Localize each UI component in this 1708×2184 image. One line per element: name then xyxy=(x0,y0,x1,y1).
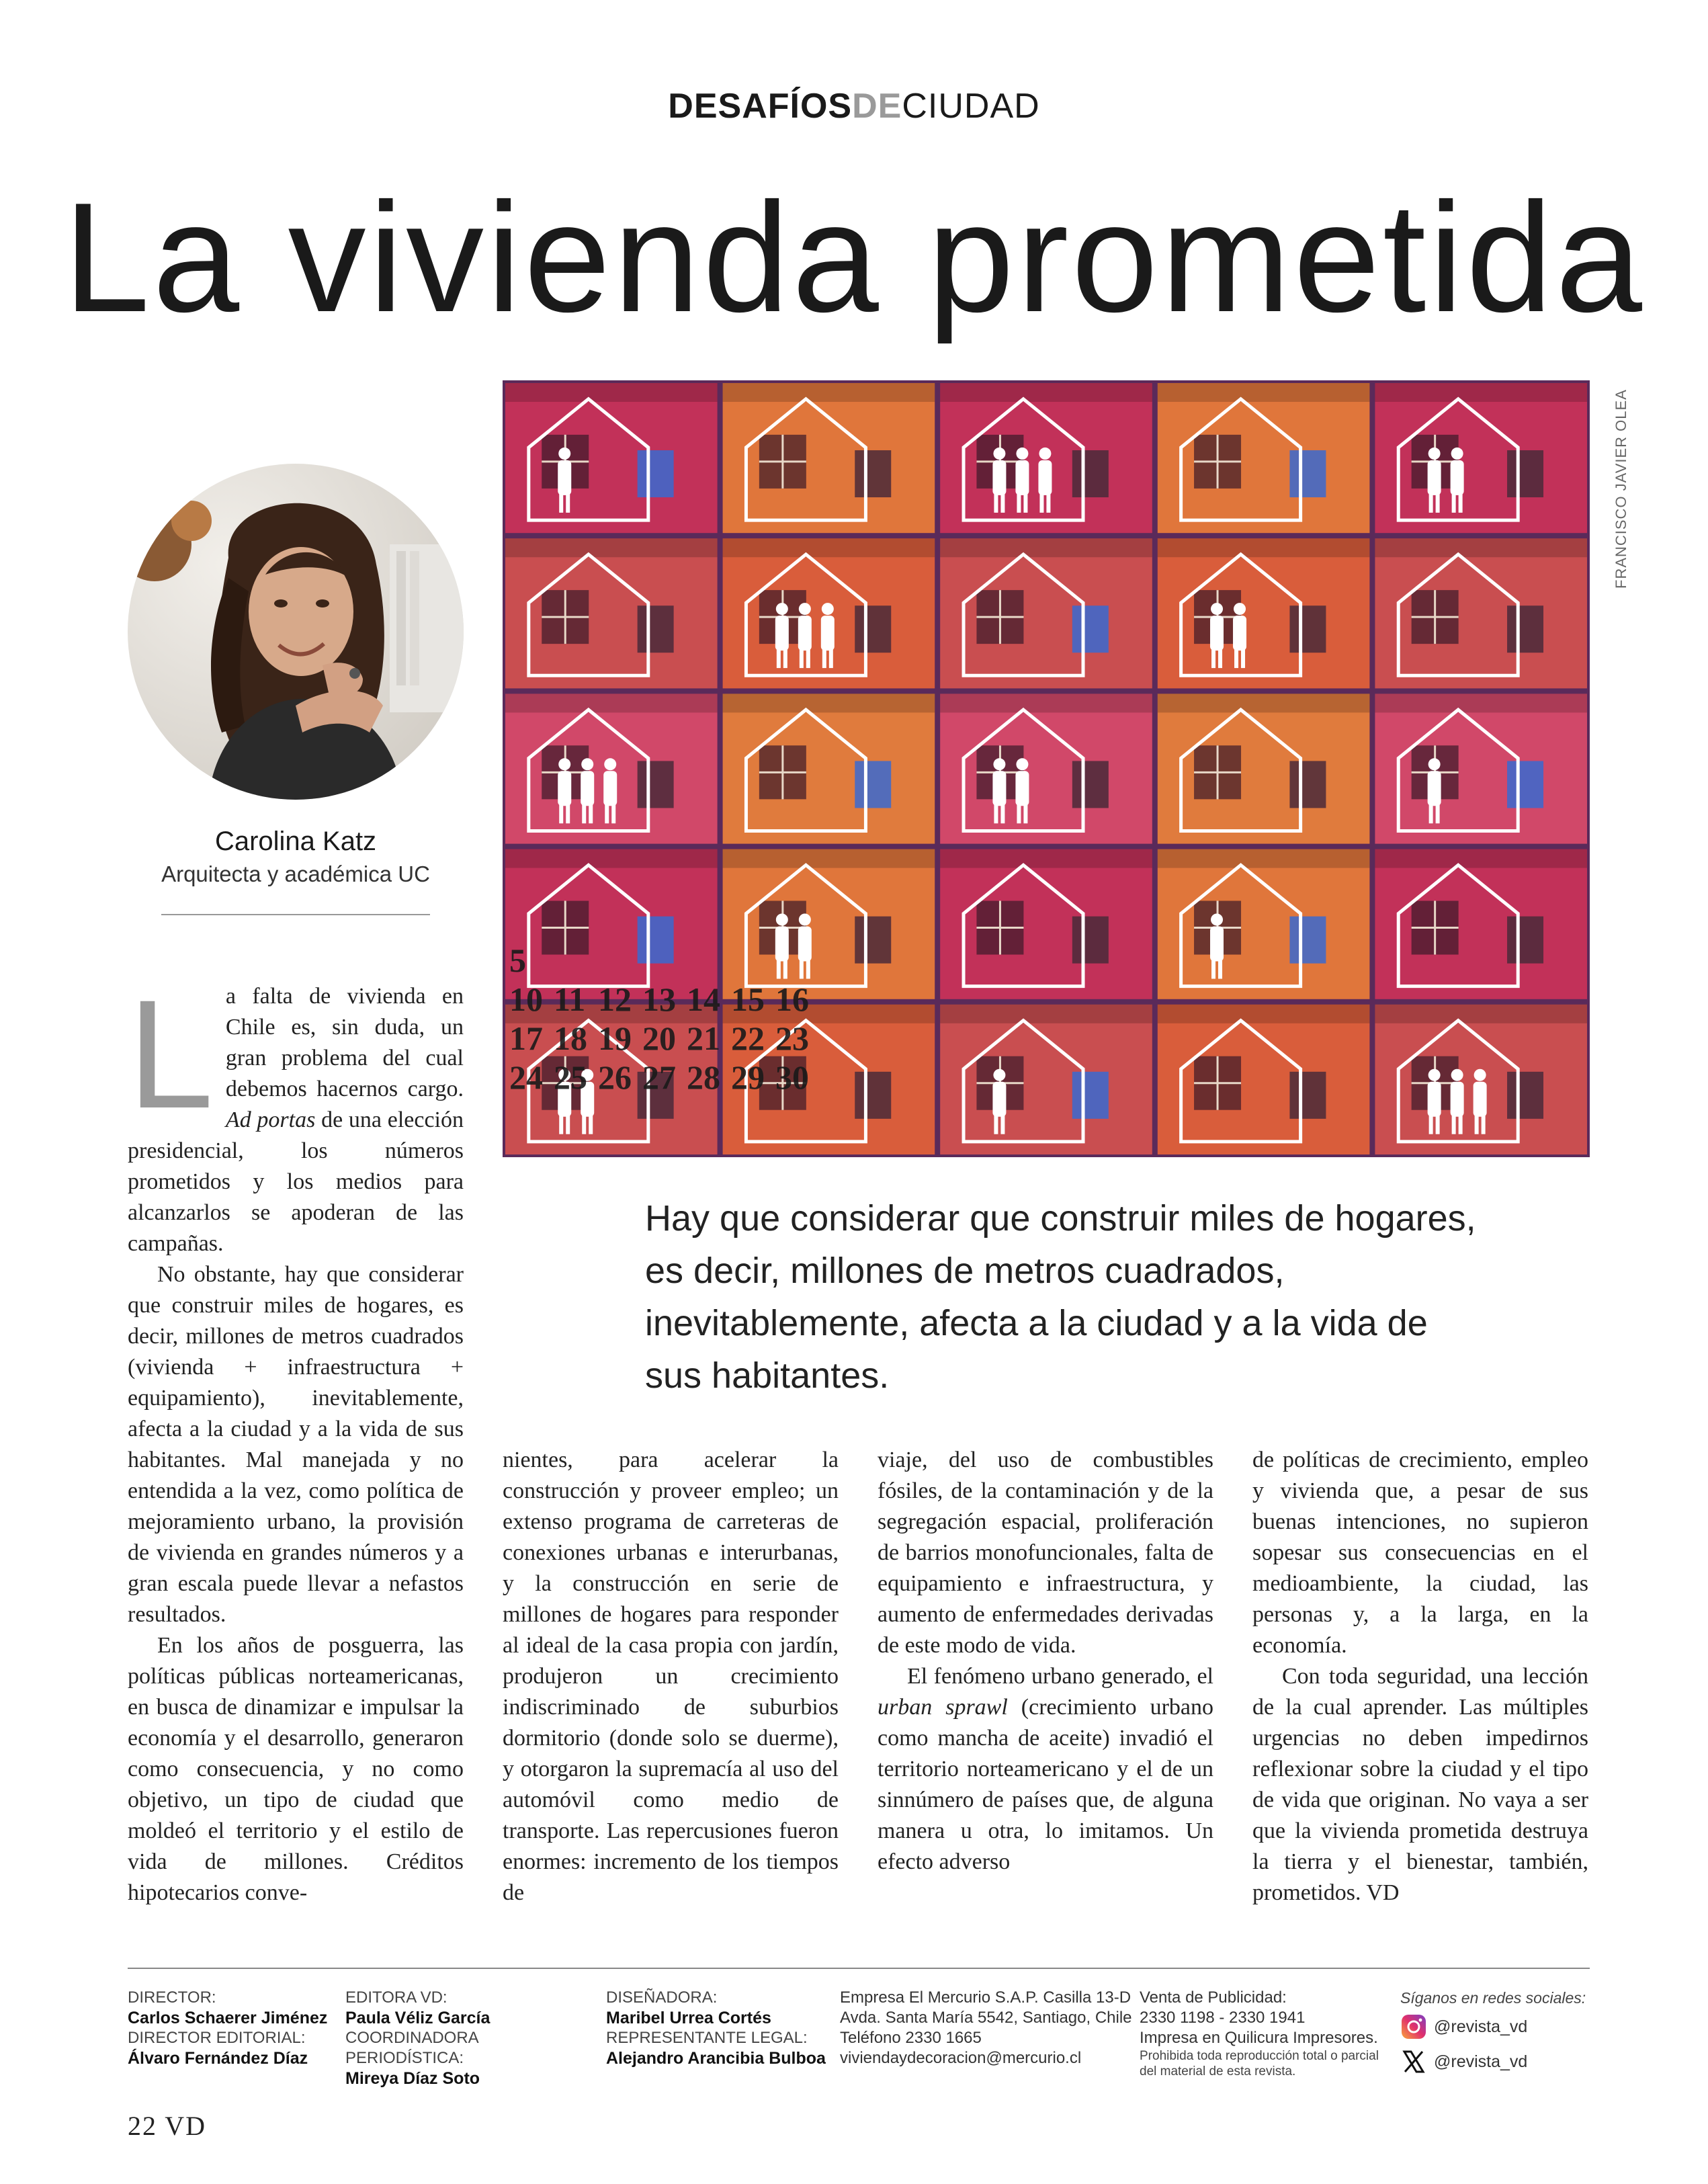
calendar-number: 10 xyxy=(509,980,543,1018)
venta-phones: 2330 1198 - 2330 1941 xyxy=(1140,2009,1306,2027)
paragraph-8 xyxy=(1252,1661,1588,1908)
paragraph-1-emphasis: Ad portas xyxy=(225,1107,316,1132)
magazine-mark: VD xyxy=(165,2111,207,2141)
calendar-number: 15 xyxy=(731,980,765,1018)
article-column-4 xyxy=(1252,1445,1588,1908)
drop-cap: L xyxy=(128,968,214,1140)
paragraph-6 xyxy=(878,1661,1213,1878)
article-column-1 xyxy=(128,968,464,1908)
impresa-text: Impresa en Quilicura Impresores. xyxy=(1140,2029,1378,2047)
page-number xyxy=(128,2110,206,2142)
paragraph-8-text: Con toda seguridad, una lección de la cual aprender. Las múltiples urgencias no deben impedirnos reflexionar sobre la ciudad y el tipo de vida que originan. No vaya a ser que la vivienda prometida destruya la tierra y el bienestar, también, prometidos. xyxy=(1252,1664,1588,1905)
calendar-number: 28 xyxy=(687,1058,720,1096)
hero-illustration xyxy=(503,380,1590,1157)
paragraph-6-text-b: (crecimiento urbano como mancha de aceite) invadió el territorio norteamericano y el de un sinnúmero de países que, de alguna manera u otra, lo imitamos. Un efecto adverso xyxy=(878,1695,1213,1874)
x-handle: @revista_vd xyxy=(1434,2052,1528,2071)
instagram-link[interactable] xyxy=(1400,2011,1602,2043)
x-icon xyxy=(1400,2048,1427,2075)
editora-label: EDITORA VD: xyxy=(345,1988,447,2007)
calendar-number: 23 xyxy=(775,1019,809,1057)
venta-label: Venta de Publicidad: xyxy=(1140,1988,1287,2007)
coordinadora-name: Mireya Díaz Soto xyxy=(345,2069,480,2088)
author-name: Carolina Katz xyxy=(214,827,377,856)
calendar-number: 18 xyxy=(554,1019,587,1057)
masthead-editors xyxy=(345,1988,601,2089)
publisher-phone: Teléfono 2330 1665 xyxy=(840,2029,982,2047)
publisher-line-2: Avda. Santa María 5542, Santiago, Chile xyxy=(840,2009,1132,2027)
page-number-value: 22 xyxy=(128,2111,157,2141)
follow-label: Síganos en redes sociales: xyxy=(1400,1989,1586,2007)
advertising-info xyxy=(1140,1988,1395,2079)
representante-name: Alejandro Arancibia Bulboa xyxy=(606,2049,826,2068)
director-editorial-name: Álvaro Fernández Díaz xyxy=(128,2049,308,2068)
social-block xyxy=(1400,1988,1602,2078)
end-mark: VD xyxy=(1366,1880,1400,1905)
publisher-info xyxy=(840,1988,1136,2068)
calendar-number: 11 xyxy=(554,980,586,1018)
calendar-number: 25 xyxy=(554,1058,587,1096)
calendar-number: 16 xyxy=(775,980,809,1018)
masthead-design xyxy=(606,1988,835,2068)
section-part1: DESAFÍOS xyxy=(668,87,853,126)
paragraph-2: No obstante, hay que considerar que construir miles de hogares, es decir, millones de metros cuadrados (vivienda + infraestructura + equipamiento), inevitablemente, afecta a la ciudad y a la vida de sus habitantes. Mal manejada y no entendida a la vez, como política de mejoramiento urbano, la provisión de vivienda en grandes números y a gran escala puede llevar a nefastos resultados. xyxy=(128,1262,464,1627)
coordinadora-label: COORDINADORA PERIODÍSTICA: xyxy=(345,2029,478,2067)
calendar-number: 30 xyxy=(775,1058,809,1096)
calendar-number: 20 xyxy=(642,1019,676,1057)
calendar-number: 21 xyxy=(687,1019,720,1057)
paragraph-6-emphasis: urban sprawl xyxy=(878,1695,1008,1720)
masthead-directors xyxy=(128,1988,343,2068)
disenadora-label: DISEÑADORA: xyxy=(606,1988,718,2007)
section-part2: DE xyxy=(852,87,902,126)
paragraph-1-text-a: a falta de vivienda en Chile es, sin duda, un gran problema del cual debemos hacernos cargo. xyxy=(225,984,464,1101)
paragraph-5: viaje, del uso de combustibles fósiles, de la contaminación y de la segregación espacial, proliferación de barrios monofuncionales, falta de equipamiento e infraestructura, y aumento de enfermedades derivadas de este modo de vida. xyxy=(878,1447,1213,1658)
publisher-email[interactable]: viviendaydecoracion@mercurio.cl xyxy=(840,2049,1082,2067)
author-role: Arquitecta y académica UC xyxy=(161,862,430,886)
headline: La vivienda prometida xyxy=(63,171,1645,345)
calendar-number: 5 xyxy=(509,941,526,979)
calendar-number: 26 xyxy=(598,1058,632,1096)
disenadora-name: Maribel Urrea Cortés xyxy=(606,2009,771,2027)
paragraph-4: nientes, para acelerar la construcción y proveer empleo; un extenso programa de carreteras de conexiones urbanas e interurbanas, y la construcción en serie de millones de hogares para responder al ideal de la casa propia con jardín, produjeron un crecimiento indiscriminado de suburbios dormitorio (donde solo se duerme), y otorgaron la supremacía al uso del automóvil como medio de transporte. Las repercusiones fueron enormes: incremento de los tiempos de xyxy=(503,1447,839,1905)
calendar-number: 29 xyxy=(731,1058,765,1096)
representante-label: REPRESENTANTE LEGAL: xyxy=(606,2029,808,2047)
paragraph-7: de políticas de crecimiento, empleo y vivienda que, a pesar de sus buenas intenciones, no supieron sopesar sus consecuencias en el medioambiente, la ciudad, las personas y, a la larga, en la economía. xyxy=(1252,1447,1588,1658)
article-column-2 xyxy=(503,1445,839,1908)
calendar-number: 27 xyxy=(642,1058,676,1096)
paragraph-6-text-a: El fenómeno urbano generado, el xyxy=(907,1664,1213,1689)
section-title xyxy=(0,86,1708,126)
author-photo xyxy=(128,464,464,800)
prohibida-text: Prohibida toda reproducción total o parcial del material de esta revista. xyxy=(1140,2049,1379,2078)
footer-divider xyxy=(128,1968,1590,1969)
section-part3: CIUDAD xyxy=(902,87,1040,126)
director-label: DIRECTOR: xyxy=(128,1988,216,2007)
director-editorial-label: DIRECTOR EDITORIAL: xyxy=(128,2029,306,2047)
editora-name: Paula Véliz García xyxy=(345,2009,490,2027)
calendar-number: 24 xyxy=(509,1058,543,1096)
photo-credit xyxy=(1594,380,1629,589)
publisher-line-1: Empresa El Mercurio S.A.P. Casilla 13-D xyxy=(840,1988,1131,2007)
author-divider xyxy=(161,914,430,915)
photo-credit-text: FRANCISCO JAVIER OLEA xyxy=(1613,389,1629,589)
paragraph-3: En los años de posguerra, las políticas públicas norteamericanas, en busca de dinamizar e impulsar la economía y el desarrollo, generaron como consecuencia, y no como objetivo, un tipo de ciudad que moldeó el territorio y el estilo de vida de millones. Créditos hipotecarios conve- xyxy=(128,1633,464,1905)
calendar-number: 17 xyxy=(509,1019,543,1057)
calendar-number: 14 xyxy=(687,980,720,1018)
instagram-handle: @revista_vd xyxy=(1434,2017,1528,2036)
calendar-number: 22 xyxy=(731,1019,765,1057)
calendar-number: 19 xyxy=(598,1019,632,1057)
director-name: Carlos Schaerer Jiménez xyxy=(128,2009,328,2027)
paragraph-1-text-b: de una elección presidencial, los números prometidos y los medios para alcanzarlos se apoderan de las campañas. xyxy=(128,1107,464,1256)
calendar-number: 12 xyxy=(598,980,632,1018)
houses-collage xyxy=(503,380,1590,1157)
instagram-icon xyxy=(1400,2013,1427,2040)
pull-quote: Hay que considerar que construir miles de hogares, es decir, millones de metros cuadrados, inevitablemente, afecta a la ciudad y a la vida de sus habitantes. xyxy=(645,1198,1476,1396)
article-column-3 xyxy=(878,1445,1213,1878)
x-link[interactable] xyxy=(1400,2046,1602,2078)
calendar-number: 13 xyxy=(642,980,676,1018)
